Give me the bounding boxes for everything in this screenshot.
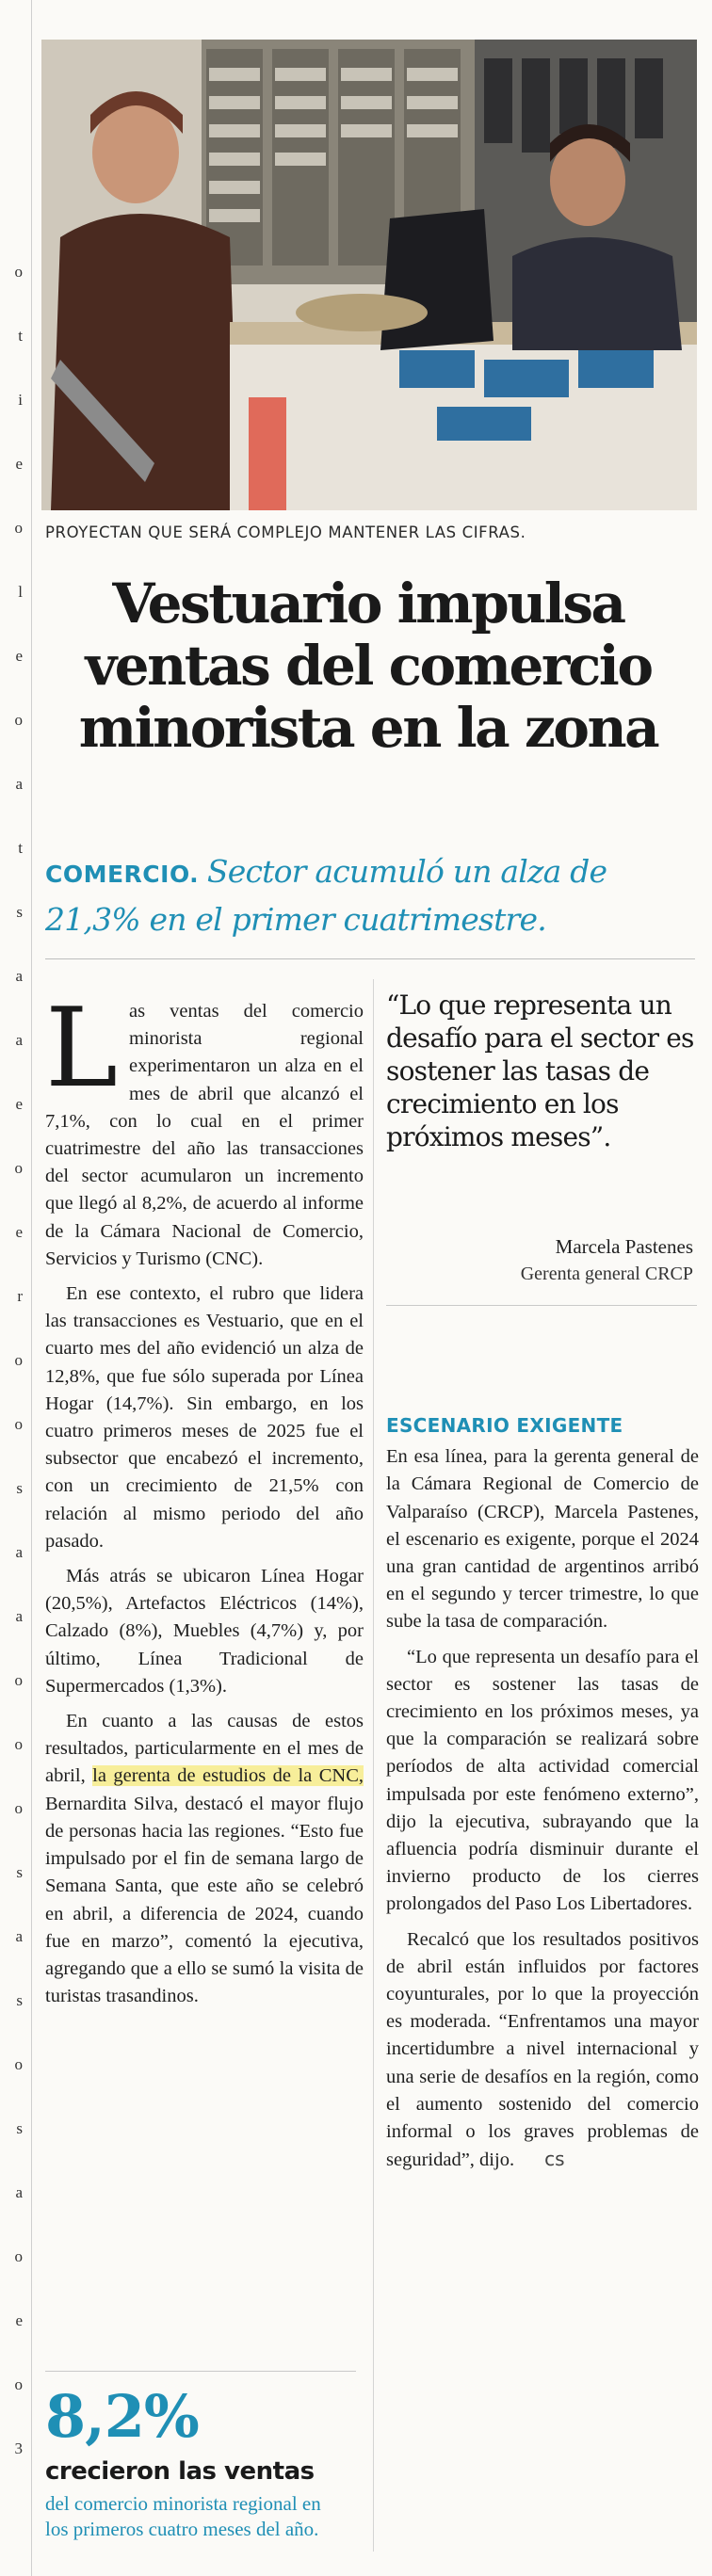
adjacent-column-letter: o: [14, 2375, 23, 2393]
photo-caption: PROYECTAN QUE SERÁ COMPLEJO MANTENER LAS CIFRAS.: [45, 523, 526, 541]
adjacent-column-letter: a: [15, 775, 23, 793]
adjacent-column-letter: a: [15, 1607, 23, 1625]
adjacent-column-letter: s: [16, 1863, 23, 1881]
adjacent-column-letter: o: [14, 1671, 23, 1689]
article-paragraph: Más atrás se ubicaron Línea Hogar (20,5%), Artefactos Eléctricos (14%), Calzado (8%), Muebles (4,7%) y, por último, Línea Tradicional de Supermercados (1,3%).: [45, 1566, 364, 1697]
adjacent-column-edge: [0, 0, 24, 2576]
stat-label: crecieron las ventas: [45, 2457, 315, 2486]
highlighted-text: la gerenta de estudios de la CNC,: [92, 1765, 364, 1787]
end-mark-icon: cs: [544, 2148, 565, 2171]
adjacent-column-letter: i: [18, 391, 23, 409]
pull-quote-name: Marcela Pastenes: [555, 1235, 693, 1258]
adjacent-column-letter: o: [14, 519, 23, 537]
adjacent-column-letter: t: [18, 327, 23, 345]
paragraph-text: Recalcó que los resultados positivos de abril están influidos por factores coyunturales, por lo que la proyección es moderada. “Enfrentamos una mayor incertidumbre a nivel internacional y una serie de desafíos en la región, como el aumento sostenido del comercio informal o los graves problemas de seguridad”, dijo.: [386, 1928, 699, 2171]
adjacent-column-letter: o: [14, 1415, 23, 1433]
adjacent-column-letter: o: [14, 2055, 23, 2073]
adjacent-column-letter: o: [14, 263, 23, 281]
article-paragraph: En esa línea, para la gerenta general de la Cámara Regional de Comercio de Valparaíso (CRCP), Marcela Pastenes, el escenario es exigente, porque el 2024 una gran cantidad de argentinos arribó en el segundo y tercer trimestre, lo que sube la tasa de comparación.: [386, 1446, 699, 1633]
adjacent-column-letter: a: [15, 967, 23, 985]
column-divider: [31, 0, 32, 2576]
adjacent-column-letter: s: [16, 903, 23, 921]
deck: [45, 849, 695, 942]
adjacent-column-letter: e: [15, 455, 23, 473]
article-column-right: [386, 1405, 699, 2182]
stat-description: del comercio minorista regional en los primeros cuatro meses del año.: [45, 2492, 321, 2540]
adjacent-column-letter: 3: [14, 2439, 23, 2457]
stat-value: 8,2%: [45, 2382, 199, 2451]
headline: Vestuario impulsa ventas del comercio minorista en la zona: [78, 572, 658, 760]
pull-quote-role: Gerenta general CRCP: [520, 1264, 693, 1284]
adjacent-column-letter: o: [14, 1159, 23, 1177]
article-paragraph: En ese contexto, el rubro que lidera las transacciones es Vestuario, que en el cuarto mes del año evidenció un alza de 12,8%, que fue sólo superada por Línea Hogar (14,7%). Sin embargo, en los cuatro primeros meses de 2025 fue el subsector que encabezó el incremento, con un crecimiento de 21,5% con relación al mismo periodo del año pasado.: [45, 1283, 364, 1552]
shop-photo-illustration: [41, 40, 697, 510]
adjacent-column-letter: o: [14, 2247, 23, 2265]
stat-divider: [45, 2371, 356, 2372]
deck-divider: [45, 958, 695, 959]
adjacent-column-letter: s: [16, 1991, 23, 2009]
section-heading: ESCENARIO EXIGENTE: [386, 1414, 623, 1437]
adjacent-column-letter: a: [15, 2183, 23, 2201]
adjacent-column-letter: t: [18, 839, 23, 857]
article-paragraph: [45, 985, 364, 1273]
adjacent-column-letter: r: [17, 1287, 23, 1305]
adjacent-column-letter: e: [15, 1095, 23, 1113]
article-paragraph: “Lo que representa un desafío para el sector es sostener las tasas de crecimiento en los próximos meses, ya que la comparación se realizará sobre períodos de alta actividad comercial impulsada por este fenómeno externo”, dijo la ejecutiva, subrayando que la afluencia podría disminuir durante el invierno producto de los cierres prolongados del Paso Los Libertadores.: [386, 1646, 699, 1915]
adjacent-column-letter: e: [15, 1223, 23, 1241]
drop-cap: L: [45, 985, 119, 1112]
adjacent-column-letter: s: [16, 1479, 23, 1497]
adjacent-column-letter: a: [15, 1927, 23, 1945]
article-paragraph: [45, 1708, 364, 2010]
article-paragraph: [386, 1926, 699, 2175]
adjacent-column-letter: o: [14, 1799, 23, 1817]
adjacent-column-letter: s: [16, 2119, 23, 2137]
paragraph-text: En cuanto a las causas de estos resultados, particularmente en el mes de abril,: [45, 1711, 364, 1787]
adjacent-column-letter: e: [15, 2311, 23, 2329]
adjacent-column-letter: a: [15, 1031, 23, 1049]
subheadline: Sector acumuló un alza de 21,3% en el primer cuatrimestre.: [45, 853, 607, 938]
section-kicker: COMERCIO.: [45, 861, 200, 888]
adjacent-column-letter: o: [14, 711, 23, 729]
article-column-left: [45, 985, 364, 2018]
adjacent-column-letter: l: [18, 583, 23, 601]
shop-photo: [41, 40, 697, 510]
pull-quote-divider: [386, 1305, 697, 1306]
adjacent-column-letter: e: [15, 647, 23, 665]
column-divider-vertical: [373, 979, 374, 2552]
paragraph-text: Bernardita Silva, destacó el mayor flujo de personas hacia las regiones. “Esto fue impulsado por el fin de semana largo de Semana Santa, que este año se celebró en abril, a diferencia de 2024, cuando fue en marzo”, comentó la ejecutiva, agregando que a ello se sumó la visita de turistas trasandinos.: [45, 1793, 364, 2007]
adjacent-column-letter: o: [14, 1351, 23, 1369]
adjacent-column-letter: a: [15, 1543, 23, 1561]
pull-quote: “Lo que representa un desafío para el sector es sostener las tasas de crecimiento en los próximos meses”.: [386, 990, 694, 1152]
adjacent-column-letter: o: [14, 1735, 23, 1753]
paragraph-text: as ventas del comercio minorista regional experimentaron un alza en el mes de abril que alcanzó el 7,1%, con lo cual en el primer cuatrimestre del año las transacciones del sector acumularon un incremento que llegó al 8,2%, de acuerdo al informe de la Cámara Nacional de Comercio, Servicios y Turismo (CNC).: [45, 1001, 364, 1269]
